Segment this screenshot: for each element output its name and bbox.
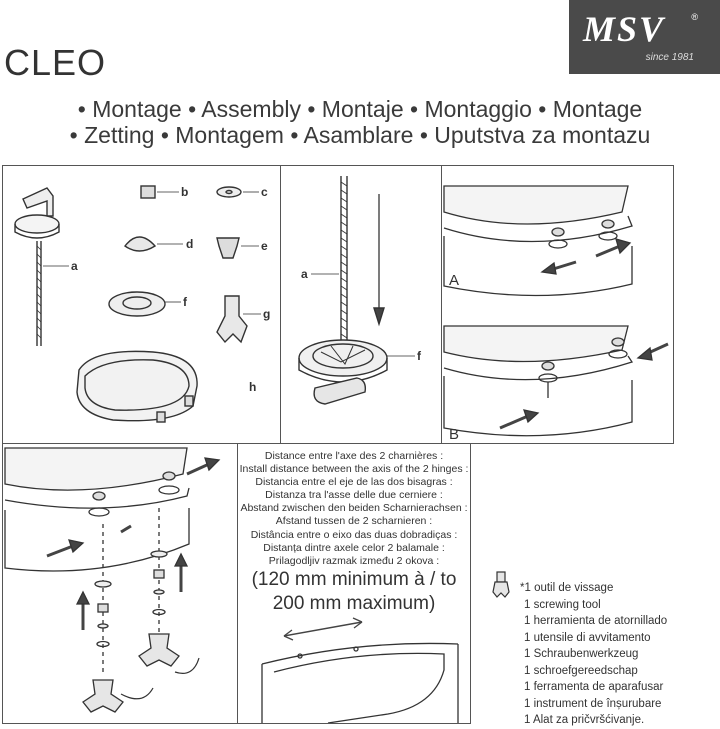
msv-logo [569, 0, 720, 74]
nut-part-b [141, 186, 155, 198]
hinge-distance-panel [237, 443, 471, 724]
parts-illustration [3, 166, 280, 443]
washer-part-c [217, 187, 241, 197]
tool-part-g [217, 296, 247, 342]
tool-legend-line: 1 Alat za pričvršćivanje. [524, 714, 645, 726]
distance-line: Distanza tra l'asse delle due cerniere : [265, 489, 443, 502]
distance-line: Distance entre l'axe des 2 charnières : [264, 450, 444, 462]
cap-part-d [125, 237, 155, 251]
bolt-part-a [23, 188, 53, 216]
distance-range [238, 568, 470, 616]
step-label-a: A [449, 272, 460, 289]
flange-part-f [109, 292, 165, 316]
distance-range-line-2: 200 mm maximum) [272, 593, 436, 614]
brand-since: since 1981 [645, 52, 694, 63]
tool-legend-line: *1 outil de vissage [520, 582, 614, 594]
bolt-label-a: a [301, 267, 308, 281]
product-title: CLEO [4, 42, 107, 83]
steps-illustration [442, 166, 673, 443]
screwing-tool-icon [490, 570, 512, 600]
distance-line: Prilagodljiv razmak između 2 okova : [268, 554, 440, 567]
part-label-a: a [71, 259, 78, 273]
insert-part-e [217, 238, 239, 258]
distance-range-line-1: (120 mm minimum à / to [251, 569, 457, 590]
tool-legend-line: 1 schroefgereedschap [524, 664, 638, 677]
bolt-insertion-illustration [281, 166, 441, 443]
tool-legend-line: 1 screwing tool [524, 598, 601, 611]
distance-line: Abstand zwischen den beiden Scharnierachsen : [240, 502, 468, 515]
tool-legend-line: 1 Schraubenwerkzeug [524, 648, 639, 660]
tool-legend-line: 1 utensile di avvitamento [524, 631, 651, 644]
part-label-g: g [263, 307, 271, 321]
hinge-fitting-illustration [3, 444, 237, 723]
part-label-e: e [261, 239, 268, 253]
step-label-b: B [449, 426, 460, 443]
steps-panel [441, 165, 674, 444]
distance-instructions [238, 450, 470, 568]
part-label-b: b [181, 185, 189, 199]
assembly-languages-line-1: • Montage • Assembly • Montaje • Montaggio • Montage [77, 96, 643, 122]
part-label-c: c [261, 185, 268, 199]
part-label-h: h [249, 380, 257, 394]
part-label-d: d [186, 237, 194, 251]
assembly-languages-line-2: • Zetting • Montagem • Asamblare • Uputstva za montazu [69, 122, 651, 148]
brand-name: MSV [583, 9, 666, 49]
tool-legend-line: 1 instrument de înșurubare [524, 697, 662, 710]
bolt-insertion-panel [280, 165, 442, 444]
registered-mark: ® [691, 12, 698, 22]
bolt-label-f: f [417, 349, 421, 363]
parts-panel [2, 165, 281, 444]
distance-line: Distanța dintre axele celor 2 balamale : [263, 541, 445, 554]
distance-line: Afstand tussen de 2 scharnieren : [275, 515, 433, 528]
tool-legend [520, 580, 667, 729]
distance-line: Distancia entre el eje de las dos bisagras : [255, 476, 453, 489]
hinge-fitting-panel [2, 443, 238, 724]
distance-line: Distância entre o eixo das duas dobradiças : [250, 528, 458, 541]
part-label-f: f [183, 295, 187, 309]
tool-legend-line: 1 ferramenta de aparafusar [524, 681, 664, 693]
distance-line: Install distance between the axis of the 2 hinges : [239, 463, 469, 476]
tool-legend-line: 1 herramienta de atornillado [524, 615, 668, 627]
